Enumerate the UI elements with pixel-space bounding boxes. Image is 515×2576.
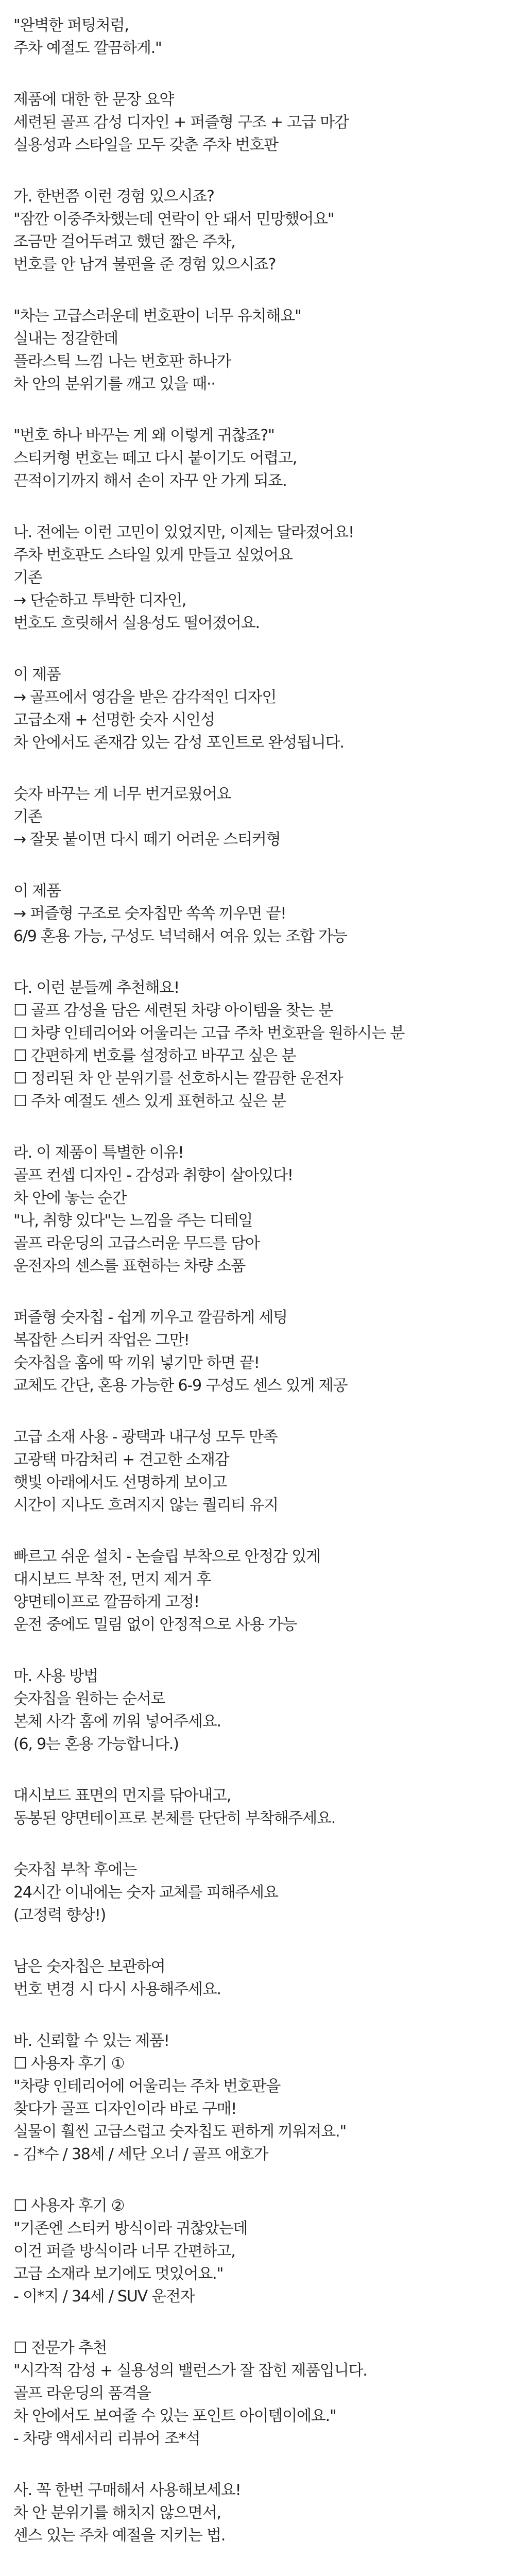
review-text: 찾다가 골프 디자인이라 바로 구매!	[13, 2100, 237, 2118]
text-line: 번호 변경 시 다시 사용해주세요.	[13, 1980, 221, 1998]
checklist-item: ☐ 주차 예절도 센스 있게 표현하고 싶은 분	[13, 1092, 286, 1110]
text-line: 고급 소재 사용 - 광택과 내구성 모두 만족	[13, 1428, 278, 1446]
text-line: 대시보드 표면의 먼지를 닦아내고,	[13, 1787, 231, 1805]
feature-premium-material	[13, 1426, 515, 1517]
checklist-item: ☐ 골프 감성을 담은 세련된 차량 아이템을 찾는 분	[13, 1002, 333, 1020]
text-line: 골프 라운딩의 고급스러운 무드를 담아	[13, 1234, 260, 1252]
section-heading: 다. 이런 분들께 추천해요!	[13, 979, 179, 997]
review-text: "차량 인테리어에 어울리는 주차 번호판을	[13, 2077, 281, 2095]
text-line: 세련된 골프 감성 디자인 + 퍼즐형 구조 + 고급 마감	[13, 113, 349, 131]
user-review-2	[13, 2195, 515, 2308]
text-line: 숫자칩 부착 후에는	[13, 1861, 136, 1879]
text-line: → 단순하고 투박한 디자인,	[13, 591, 186, 609]
this-product-puzzle	[13, 880, 515, 948]
review-title: ☐ 전문가 추천	[13, 2339, 107, 2357]
text-line: 남은 숫자칩은 보관하여	[13, 1958, 165, 1976]
text-line: 빠르고 쉬운 설치 - 논슬립 부착으로 안정감 있게	[13, 1548, 320, 1566]
text-line: (고정력 향상!)	[13, 1906, 106, 1924]
section-da-recommend	[13, 977, 515, 1113]
text-line: → 퍼즐형 구조로 숫자칩만 쏙쏙 끼우면 끝!	[13, 905, 286, 923]
text-line: 실내는 정갈한데	[13, 330, 118, 348]
one-line-summary	[13, 89, 515, 157]
review-text: 골프 라운딩의 품격을	[13, 2384, 151, 2402]
text-line: 복잡한 스티커 작업은 그만!	[13, 1331, 190, 1349]
usage-store	[13, 1956, 515, 2001]
text-line: 실용성과 스타일을 모두 갖춘 주차 번호판	[13, 136, 278, 154]
text-line: "나, 취향 있다"는 느낌을 주는 디테일	[13, 1212, 253, 1230]
section-heading: 바. 신뢰할 수 있는 제품!	[13, 2032, 169, 2050]
text-line: 플라스틱 느낌 나는 번호판 하나가	[13, 352, 231, 370]
section-sa-buy	[13, 2479, 515, 2547]
text-line: 이 제품	[13, 882, 61, 900]
text-line: 숫자칩을 홈에 딱 끼워 넣기만 하면 끝!	[13, 1354, 260, 1372]
review-text: 실물이 훨씬 고급스럽고 숫자칩도 편하게 끼워져요."	[13, 2123, 346, 2141]
text-line: 동봉된 양면테이프로 본체를 단단히 부착해주세요.	[13, 1809, 336, 1827]
text-line: 스티커형 번호는 떼고 다시 붙이기도 어렵고,	[13, 449, 297, 467]
section-ma-how-to-use	[13, 1665, 515, 1756]
text-line: 센스 있는 주차 예절을 지키는 법.	[13, 2527, 226, 2545]
intro-quote	[13, 14, 515, 60]
review-author: - 이*지 / 34세 / SUV 운전자	[13, 2287, 195, 2306]
review-text: "기존엔 스티커 방식이라 귀찮았는데	[13, 2219, 248, 2238]
section-na-before	[13, 521, 515, 635]
section-heading: 제품에 대한 한 문장 요약	[13, 91, 174, 109]
text-line: 본체 사각 홈에 끼워 넣어주세요.	[13, 1713, 221, 1731]
text-line: 차 안 분위기를 해치지 않으면서,	[13, 2504, 221, 2522]
text-line: 주차 번호판도 스타일 있게 만들고 싶었어요	[13, 546, 293, 564]
text-line: (6, 9는 혼용 가능합니다.)	[13, 1735, 179, 1753]
review-text: 이건 퍼즐 방식이라 너무 간편하고,	[13, 2242, 235, 2260]
review-text: 고급 소재라 보기에도 멋있어요."	[13, 2265, 224, 2283]
text-line: "완벽한 퍼팅처럼,	[13, 16, 129, 35]
text-line: → 잘못 붙이면 다시 떼기 어려운 스티커형	[13, 831, 281, 849]
before-sticker-type	[13, 783, 515, 851]
section-heading: 사. 꼭 한번 구매해서 사용해보세요!	[13, 2481, 241, 2499]
section-heading: 가. 한번쯤 이런 경험 있으시죠?	[13, 188, 214, 206]
text-line: 양면테이프로 깔끔하게 고정!	[13, 1593, 199, 1611]
text-line: 기존	[13, 808, 42, 826]
review-title: ☐ 사용자 후기 ①	[13, 2055, 125, 2073]
text-line: 이 제품	[13, 666, 61, 684]
text-line: 번호를 안 남겨 불편을 준 경험 있으시죠?	[13, 256, 276, 274]
text-line: 차 안에 놓는 순간	[13, 1189, 127, 1207]
feature-easy-install	[13, 1546, 515, 1636]
text-line: 운전자의 센스를 표현하는 차량 소품	[13, 1257, 246, 1275]
text-line: 번호도 흐릿해서 실용성도 떨어졌어요.	[13, 614, 260, 632]
text-line: "차는 고급스러운데 번호판이 너무 유치해요"	[13, 307, 301, 325]
text-line: 운전 중에도 밀림 없이 안정적으로 사용 가능	[13, 1616, 297, 1634]
text-line: 교체도 간단, 혼용 가능한 6-9 구성도 센스 있게 제공	[13, 1377, 348, 1395]
text-line: 주차 예절도 깔끔하게."	[13, 39, 162, 57]
section-heading: 마. 사용 방법	[13, 1667, 98, 1685]
review-author: - 차량 액세서리 리뷰어 조*석	[13, 2430, 200, 2448]
section-ra-special	[13, 1142, 515, 1278]
experience-childish-plate	[13, 305, 515, 396]
text-line: → 골프에서 영감을 받은 감각적인 디자인	[13, 688, 277, 706]
section-heading: 라. 이 제품이 특별한 이유!	[13, 1144, 184, 1162]
this-product-design	[13, 664, 515, 754]
expert-recommendation	[13, 2337, 515, 2450]
review-title: ☐ 사용자 후기 ②	[13, 2197, 125, 2215]
checklist-item: ☐ 차량 인테리어와 어울리는 고급 주차 번호판을 원하시는 분	[13, 1024, 405, 1042]
section-heading: 나. 전에는 이런 고민이 있었지만, 이제는 달라졌어요!	[13, 523, 354, 541]
feature-puzzle-chip	[13, 1307, 515, 1397]
text-line: 퍼즐형 숫자칩 - 쉽게 끼우고 깔끔하게 세팅	[13, 1309, 287, 1327]
text-line: 대시보드 부착 전, 먼지 제거 후	[13, 1570, 211, 1588]
text-line: 기존	[13, 569, 42, 587]
text-line: 숫자칩을 원하는 순서로	[13, 1690, 165, 1708]
text-line: 끈적이기까지 해서 손이 자꾸 안 가게 되죠.	[13, 472, 287, 490]
review-author: - 김*수 / 38세 / 세단 오너 / 골프 애호가	[13, 2145, 268, 2163]
text-line: 숫자 바꾸는 게 너무 번거로웠어요	[13, 785, 231, 803]
checklist-item: ☐ 정리된 차 안 분위기를 선호하시는 깔끔한 운전자	[13, 1070, 343, 1088]
review-text: 차 안에서도 보여줄 수 있는 포인트 아이템이에요."	[13, 2407, 336, 2425]
text-line: 고광택 마감처리 + 견고한 소재감	[13, 1451, 229, 1469]
section-ba-reviews	[13, 2030, 515, 2166]
text-line: 24시간 이내에는 숫자 교체를 피해주세요	[13, 1884, 278, 1902]
text-line: 조금만 걸어두려고 했던 짧은 주차,	[13, 233, 235, 251]
text-line: 시간이 지나도 흐려지지 않는 퀄리티 유지	[13, 1496, 278, 1514]
review-text: "시각적 감성 + 실용성의 밸런스가 잘 잡힌 제품입니다.	[13, 2362, 367, 2380]
text-line: 고급소재 + 선명한 숫자 시인성	[13, 711, 215, 729]
usage-wait	[13, 1859, 515, 1927]
text-line: "번호 하나 바꾸는 게 왜 이렇게 귀찮죠?"	[13, 427, 274, 445]
text-line: "잠깐 이중주차했는데 연락이 안 돼서 민망했어요"	[13, 210, 334, 228]
text-line: 골프 컨셉 디자인 - 감성과 취향이 살아있다!	[13, 1166, 293, 1184]
usage-attach	[13, 1785, 515, 1830]
text-line: 차 안에서도 존재감 있는 감성 포인트로 완성됩니다.	[13, 734, 344, 752]
text-line: 햇빛 아래에서도 선명하게 보이고	[13, 1473, 227, 1492]
section-ga-experience	[13, 185, 515, 276]
experience-hard-to-change	[13, 425, 515, 493]
text-line: 차 안의 분위기를 깨고 있을 때··	[13, 375, 215, 393]
text-line: 6/9 혼용 가능, 구성도 넉넉해서 여유 있는 조합 가능	[13, 927, 347, 945]
checklist-item: ☐ 간편하게 번호를 설정하고 바꾸고 싶은 분	[13, 1047, 296, 1065]
